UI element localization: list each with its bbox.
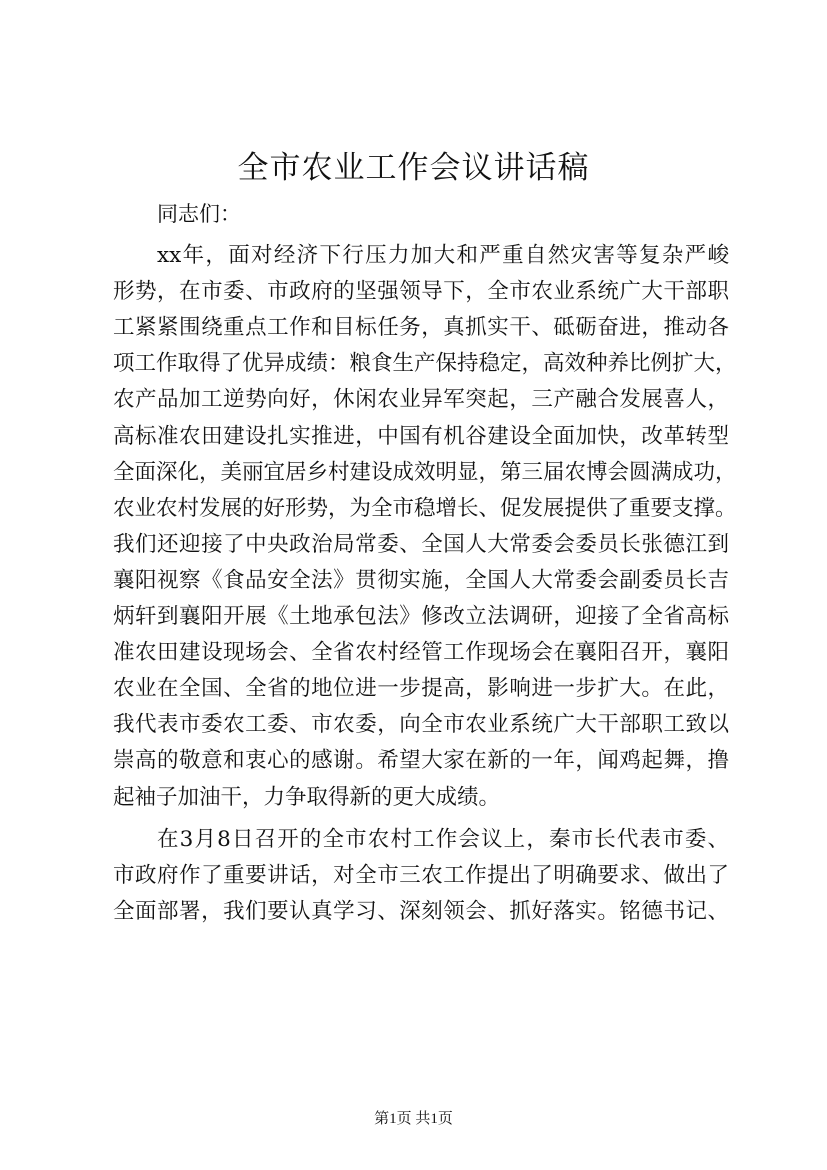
body-line: 准农田建设现场会、全省农村经管工作现场会在襄阳召开，襄阳 xyxy=(113,640,729,666)
body-line: 农产品加工逆势向好，休闲农业异军突起，三产融合发展喜人， xyxy=(113,387,729,413)
body-line: 在3月8日召开的全市农村工作会议上，秦市长代表市委、 xyxy=(157,826,729,852)
body-line: 全面深化，美丽宜居乡村建设成效明显，第三届农博会圆满成功， xyxy=(113,459,737,485)
body-line: 形势，在市委、市政府的坚强领导下，全市农业系统广大干部职 xyxy=(113,279,729,305)
body-line: 工紧紧围绕重点工作和目标任务，真抓实干、砥砺奋进，推动各 xyxy=(113,315,729,341)
body-line: 农业在全国、全省的地位进一步提高，影响进一步扩大。在此， xyxy=(113,676,729,702)
body-line: 农业农村发展的好形势，为全市稳增长、促发展提供了重要支撑。 xyxy=(113,495,737,521)
body-line: 市政府作了重要讲话，对全市三农工作提出了明确要求、做出了 xyxy=(113,862,729,888)
body-line: 高标准农田建设扎实推进，中国有机谷建设全面加快，改革转型 xyxy=(113,423,729,449)
body-line: 襄阳视察《食品安全法》贯彻实施，全国人大常委会副委员长吉 xyxy=(113,567,729,593)
body-line: 炳轩到襄阳开展《土地承包法》修改立法调研，迎接了全省高标 xyxy=(113,604,729,629)
body-line: 起袖子加油干，力争取得新的更大成绩。 xyxy=(113,784,501,810)
body-line: 我们还迎接了中央政治局常委、全国人大常委会委员长张德江到 xyxy=(113,531,729,557)
greeting: 同志们： xyxy=(157,202,241,226)
body-line: 我代表市委农工委、市农委，向全市农业系统广大干部职工致以 xyxy=(113,712,729,738)
body-line: 项工作取得了优异成绩：粮食生产保持稳定，高效种养比例扩大， xyxy=(113,351,737,377)
body-line: 全面部署，我们要认真学习、深刻领会、抓好落实。铭德书记、 xyxy=(113,898,729,924)
document-title: 全市农业工作会议讲话稿 xyxy=(237,150,590,186)
body-line: 崇高的敬意和衷心的感谢。希望大家在新的一年，闻鸡起舞，撸 xyxy=(113,748,729,774)
page-footer: 第1页 共1页 xyxy=(374,1111,453,1127)
body-line: xx年，面对经济下行压力加大和严重自然灾害等复杂严峻 xyxy=(157,243,729,268)
